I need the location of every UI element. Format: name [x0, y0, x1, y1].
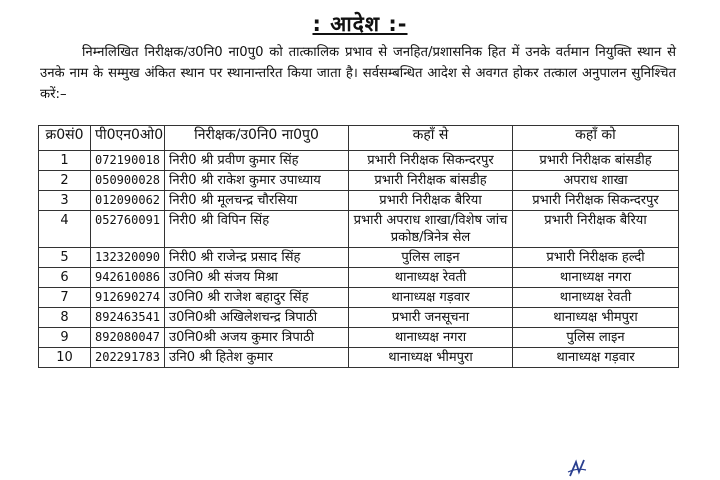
- header-pno: पी0एन0ओ0: [91, 126, 165, 151]
- table-row: [39, 268, 679, 288]
- serial-cell: 9: [39, 328, 91, 348]
- serial-cell: 6: [39, 268, 91, 288]
- officer-cell: निरी0 श्री मूलचन्द्र चौरसिया: [165, 191, 349, 211]
- from-cell: थानाध्यक्ष नगरा: [349, 328, 513, 348]
- serial-cell: 5: [39, 248, 91, 268]
- to-cell: थानाध्यक्ष रेवती: [513, 288, 679, 308]
- pno-cell: 202291783: [91, 348, 165, 368]
- table-row: [39, 151, 679, 171]
- pno-cell: 892080047: [91, 328, 165, 348]
- to-cell: प्रभारी निरीक्षक सिकन्दरपुर: [513, 191, 679, 211]
- table-header-row: [39, 126, 679, 151]
- to-cell: अपराध शाखा: [513, 171, 679, 191]
- pno-cell: 912690274: [91, 288, 165, 308]
- from-cell: प्रभारी निरीक्षक बांसडीह: [349, 171, 513, 191]
- officer-cell: निरी0 श्री प्रवीण कुमार सिंह: [165, 151, 349, 171]
- to-cell: थानाध्यक्ष नगरा: [513, 268, 679, 288]
- to-cell: प्रभारी निरीक्षक हल्दी: [513, 248, 679, 268]
- to-cell: पुलिस लाइन: [513, 328, 679, 348]
- table-row: [39, 328, 679, 348]
- to-cell: थानाध्यक्ष भीमपुरा: [513, 308, 679, 328]
- pno-cell: 132320090: [91, 248, 165, 268]
- officer-cell: निरी0 श्री विपिन सिंह: [165, 211, 349, 248]
- from-cell: थानाध्यक्ष गड़वार: [349, 288, 513, 308]
- from-cell: प्रभारी अपराध शाखा/विशेष जांच प्रकोष्ठ/त्रिनेत्र सेल: [349, 211, 513, 248]
- officer-cell: उ0नि0 श्री राजेश बहादुर सिंह: [165, 288, 349, 308]
- serial-cell: 4: [39, 211, 91, 248]
- table-row: [39, 211, 679, 248]
- officer-cell: उ0नि0श्री अखिलेशचन्द्र त्रिपाठी: [165, 308, 349, 328]
- from-cell: प्रभारी जनसूचना: [349, 308, 513, 328]
- header-to: कहाँ को: [513, 126, 679, 151]
- serial-cell: 8: [39, 308, 91, 328]
- table-row: [39, 191, 679, 211]
- to-cell: थानाध्यक्ष गड़वार: [513, 348, 679, 368]
- table-row: [39, 348, 679, 368]
- serial-cell: 1: [39, 151, 91, 171]
- pno-cell: 012090062: [91, 191, 165, 211]
- header-serial: क्र0सं0: [39, 126, 91, 151]
- table-row: [39, 308, 679, 328]
- serial-cell: 10: [39, 348, 91, 368]
- officer-cell: निरी0 श्री राकेश कुमार उपाध्याय: [165, 171, 349, 191]
- from-cell: थानाध्यक्ष भीमपुरा: [349, 348, 513, 368]
- pno-cell: 072190018: [91, 151, 165, 171]
- order-title: : आदेश :-: [312, 12, 408, 36]
- header-officer: निरीक्षक/उ0नि0 ना0पु0: [165, 126, 349, 151]
- from-cell: थानाध्यक्ष रेवती: [349, 268, 513, 288]
- pno-cell: 942610086: [91, 268, 165, 288]
- pno-cell: 050900028: [91, 171, 165, 191]
- serial-cell: 7: [39, 288, 91, 308]
- signature-mark: [566, 458, 588, 478]
- pno-cell: 052760091: [91, 211, 165, 248]
- pno-cell: 892463541: [91, 308, 165, 328]
- to-cell: प्रभारी निरीक्षक बांसडीह: [513, 151, 679, 171]
- officer-cell: उनि0 श्री हितेश कुमार: [165, 348, 349, 368]
- from-cell: प्रभारी निरीक्षक सिकन्दरपुर: [349, 151, 513, 171]
- officer-cell: उ0नि0 श्री संजय मिश्रा: [165, 268, 349, 288]
- order-paragraph: निम्नलिखित निरीक्षक/उ0नि0 ना0पु0 को तात्कालिक प्रभाव से जनहित/प्रशासनिक हित में उनके वर्तमान नियुक्ति स्थान से उनके नाम के सम्मुख अंकित स्थान पर स्थानान्तरित किया जाता है। सर्वसम्बन्धित आदेश से अवगत होकर तत्काल अनुपालन सुनिश्चित करें:–: [40, 45, 676, 102]
- from-cell: प्रभारी निरीक्षक बैरिया: [349, 191, 513, 211]
- from-cell: पुलिस लाइन: [349, 248, 513, 268]
- officer-cell: निरी0 श्री राजेन्द्र प्रसाद सिंह: [165, 248, 349, 268]
- header-from: कहाँ से: [349, 126, 513, 151]
- table-row: [39, 248, 679, 268]
- serial-cell: 3: [39, 191, 91, 211]
- table-row: [39, 171, 679, 191]
- serial-cell: 2: [39, 171, 91, 191]
- officer-cell: उ0नि0श्री अजय कुमार त्रिपाठी: [165, 328, 349, 348]
- to-cell: प्रभारी निरीक्षक बैरिया: [513, 211, 679, 248]
- transfer-table: [38, 125, 679, 368]
- table-row: [39, 288, 679, 308]
